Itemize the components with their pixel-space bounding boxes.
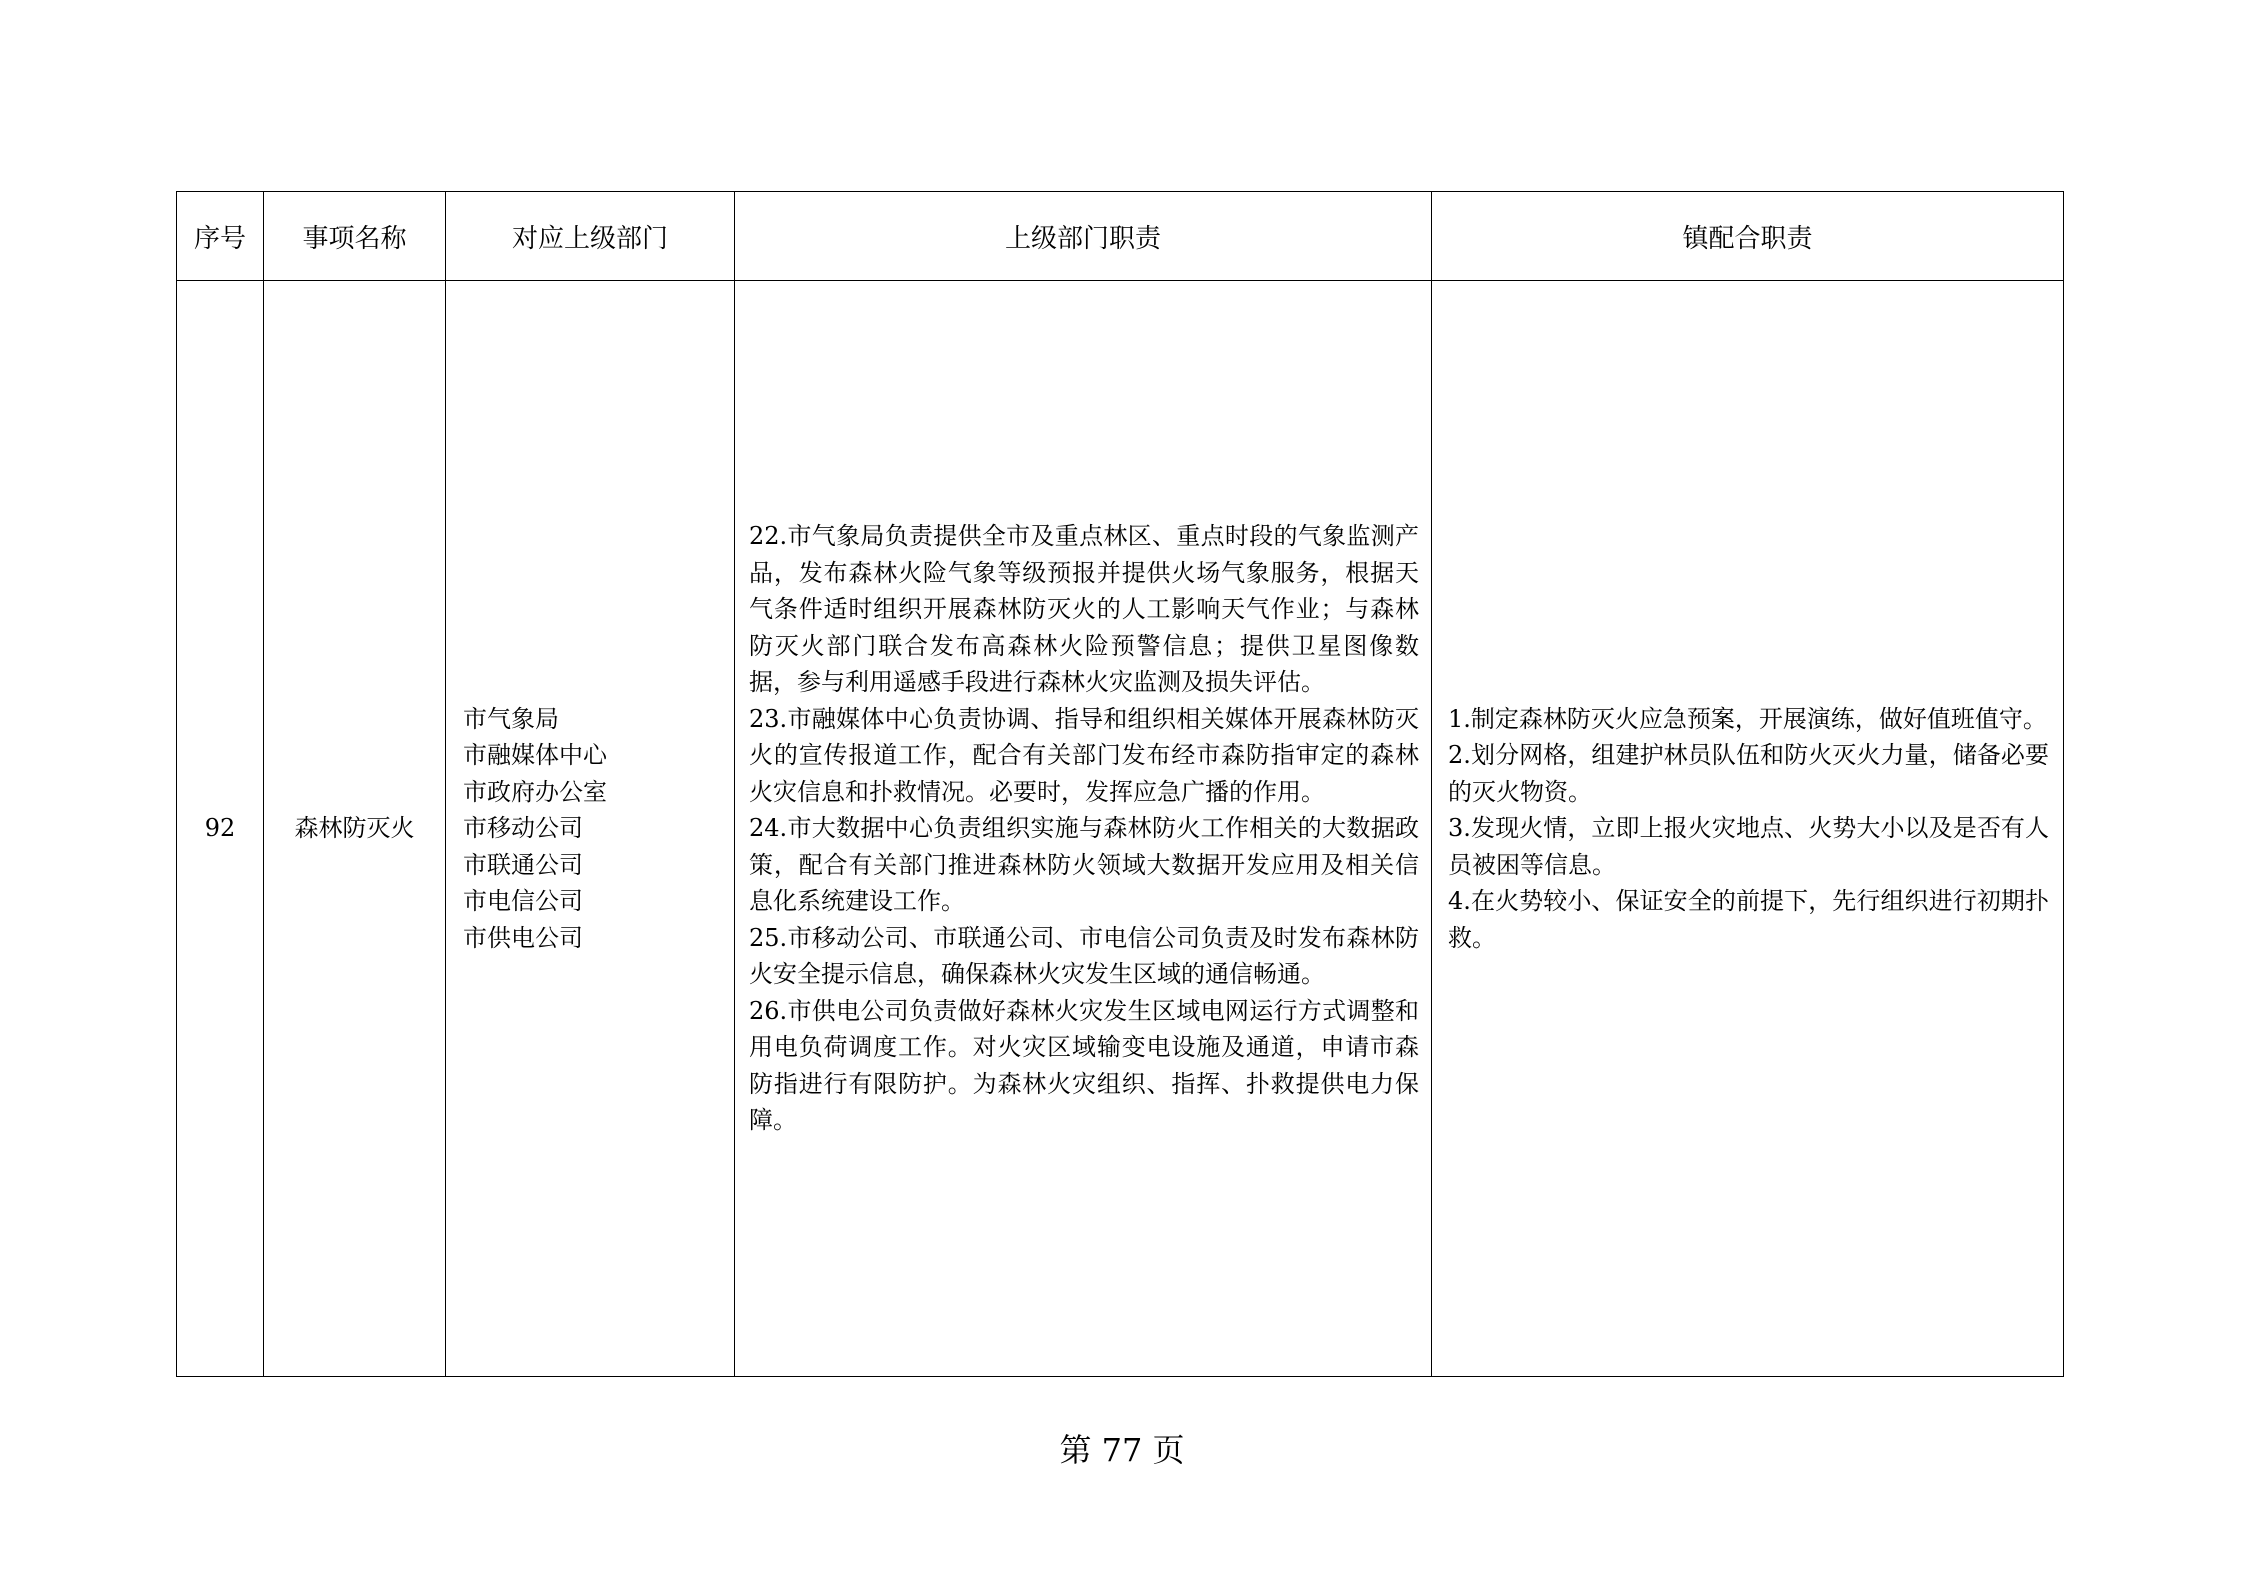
town-duty-item: 4.在火势较小、保证安全的前提下，先行组织进行初期扑救。	[1448, 887, 2049, 952]
dept-item: 市电信公司	[463, 887, 583, 916]
header-item-name: 事项名称	[264, 192, 446, 281]
dept-item: 市融媒体中心	[463, 741, 607, 770]
duty-item: 26.市供电公司负责做好森林火灾发生区域电网运行方式调整和用电负荷调度工作。对火灾区域输变电设施及通道，申请市森防指进行有限防护。为森林火灾组织、指挥、扑救提供电力保障。	[749, 996, 1419, 1135]
dept-item: 市联通公司	[463, 850, 583, 879]
duty-item: 22.市气象局负责提供全市及重点林区、重点时段的气象监测产品，发布森林火险气象等级预报并提供火场气象服务，根据天气条件适时组织开展森林防灭火的人工影响天气作业；与森林防灭火部门联合发布高森林火险预警信息；提供卫星图像数据，参与利用遥感手段进行森林火灾监测及损失评估。	[749, 522, 1419, 697]
town-duty-item: 3.发现火情，立即上报火灾地点、火势大小以及是否有人员被困等信息。	[1448, 814, 2049, 879]
town-duty-item: 2.划分网格，组建护林员队伍和防火灭火力量，储备必要的灭火物资。	[1448, 741, 2049, 806]
table-row	[177, 281, 2064, 1377]
duty-item: 24.市大数据中心负责组织实施与森林防火工作相关的大数据政策，配合有关部门推进森林防火领域大数据开发应用及相关信息化系统建设工作。	[749, 814, 1419, 916]
dept-item: 市政府办公室	[463, 777, 607, 806]
duty-item: 25.市移动公司、市联通公司、市电信公司负责及时发布森林防火安全提示信息，确保森林火灾发生区域的通信畅通。	[749, 923, 1419, 989]
header-superior-dept: 对应上级部门	[446, 192, 735, 281]
cell-seq: 92	[177, 281, 264, 1377]
dept-item: 市供电公司	[463, 923, 583, 952]
table-header-row	[177, 192, 2064, 281]
header-town-duties: 镇配合职责	[1432, 192, 2064, 281]
header-superior-duties: 上级部门职责	[735, 192, 1432, 281]
cell-town-duties	[1432, 281, 2064, 1377]
dept-item: 市移动公司	[463, 814, 583, 843]
dept-item: 市气象局	[463, 704, 559, 733]
duty-table	[176, 191, 2064, 1377]
page-number: 第 77 页	[1059, 1431, 1185, 1469]
town-duty-item: 1.制定森林防灭火应急预案，开展演练，做好值班值守。	[1448, 704, 2047, 733]
header-seq: 序号	[177, 192, 264, 281]
cell-item-name: 森林防灭火	[264, 281, 446, 1377]
duty-item: 23.市融媒体中心负责协调、指导和组织相关媒体开展森林防灭火的宣传报道工作，配合有关部门发布经市森防指审定的森林火灾信息和扑救情况。必要时，发挥应急广播的作用。	[749, 704, 1419, 806]
cell-superior-duties	[735, 281, 1432, 1377]
cell-superior-depts	[446, 281, 735, 1377]
